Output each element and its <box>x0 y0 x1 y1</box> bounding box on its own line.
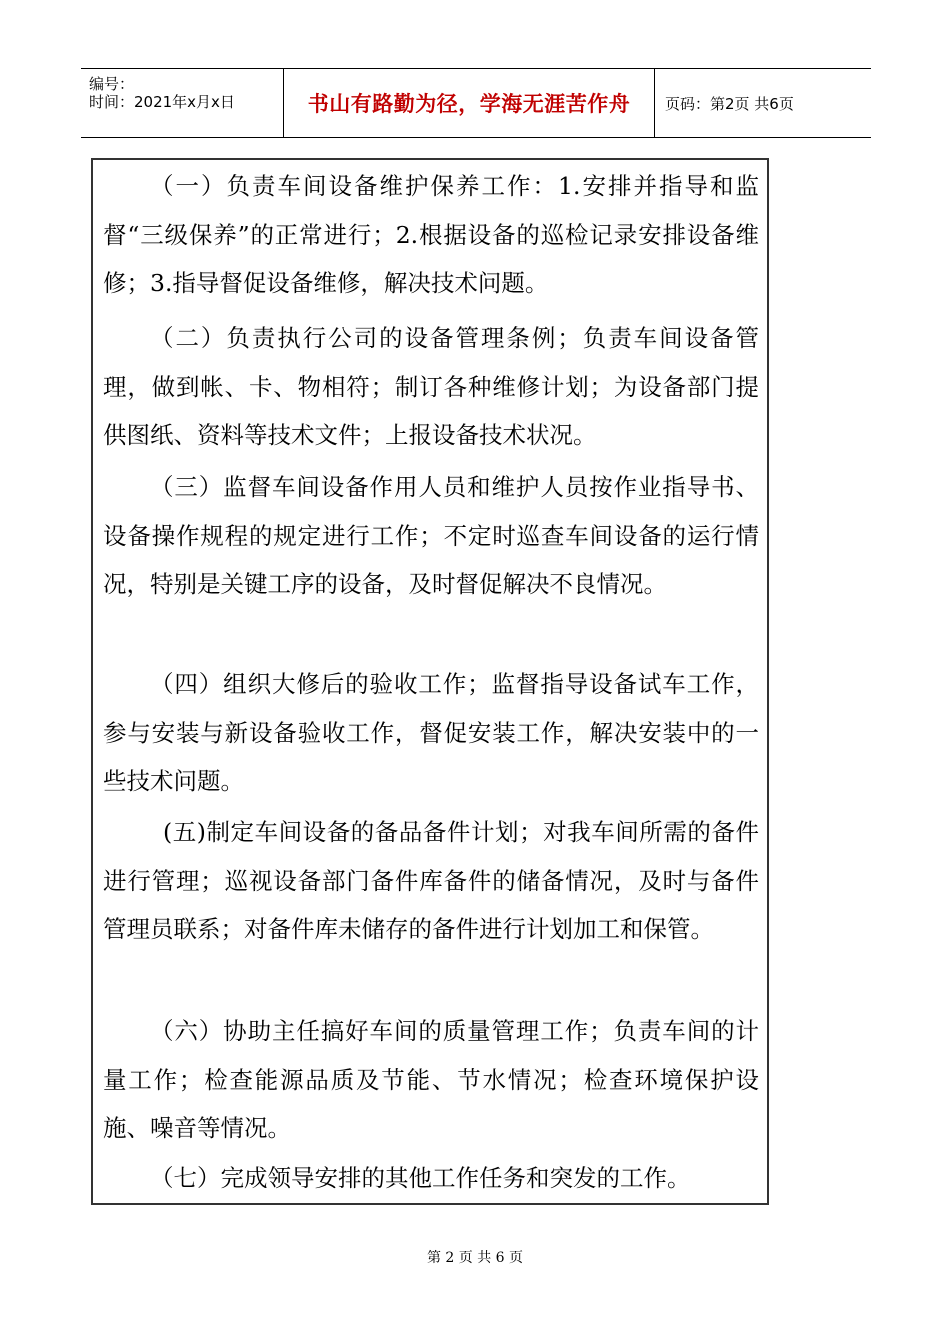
motto-text: 书山有路勤为径，学海无涯苦作舟 <box>307 92 631 116</box>
header-motto-cell <box>284 69 655 137</box>
paragraph-1: （一）负责车间设备维护保养工作：1.安排并指导和监督“三级保养”的正常进行；2.根据设备的巡检记录安排设备维修；3.指导督促设备维修，解决技术问题。 <box>103 172 759 297</box>
page-info-text: 页码：第2页 共6页 <box>665 94 794 113</box>
header-page-cell <box>655 69 871 137</box>
paragraph-4: （四）组织大修后的验收工作；监督指导设备试车工作，参与安装与新设备验收工作，督促安装工作，解决安装中的一些技术问题。 <box>103 670 759 795</box>
paragraph-3: （三）监督车间设备作用人员和维护人员按作业指导书、设备操作规程的规定进行工作；不定时巡查车间设备的运行情况，特别是关键工序的设备，及时督促解决不良情况。 <box>103 473 759 598</box>
paragraph-7: （七）完成领导安排的其他工作任务和突发的工作。 <box>150 1164 691 1192</box>
paragraph-6: （六）协助主任搞好车间的质量管理工作；负责车间的计量工作；检查能源品质及节能、节水情况；检查环境保护设施、噪音等情况。 <box>103 1017 759 1142</box>
document-time-label: 时间：2021年x月x日 <box>89 93 235 111</box>
header-info-cell <box>81 69 284 137</box>
page-header <box>81 68 871 138</box>
paragraph-2: （二）负责执行公司的设备管理条例；负责车间设备管理，做到帐、卡、物相符；制订各种维修计划；为设备部门提供图纸、资料等技术文件；上报设备技术状况。 <box>103 324 759 449</box>
paragraph-5: (五)制定车间设备的备品备件计划；对我车间所需的备件进行管理；巡视设备部门备件库备件的储备情况，及时与备件管理员联系；对备件库未储存的备件进行计划加工和保管。 <box>103 818 759 943</box>
document-number-label: 编号： <box>89 75 135 93</box>
page-footer: 第 2 页 共 6 页 <box>426 1250 524 1266</box>
content-box <box>91 158 769 1205</box>
